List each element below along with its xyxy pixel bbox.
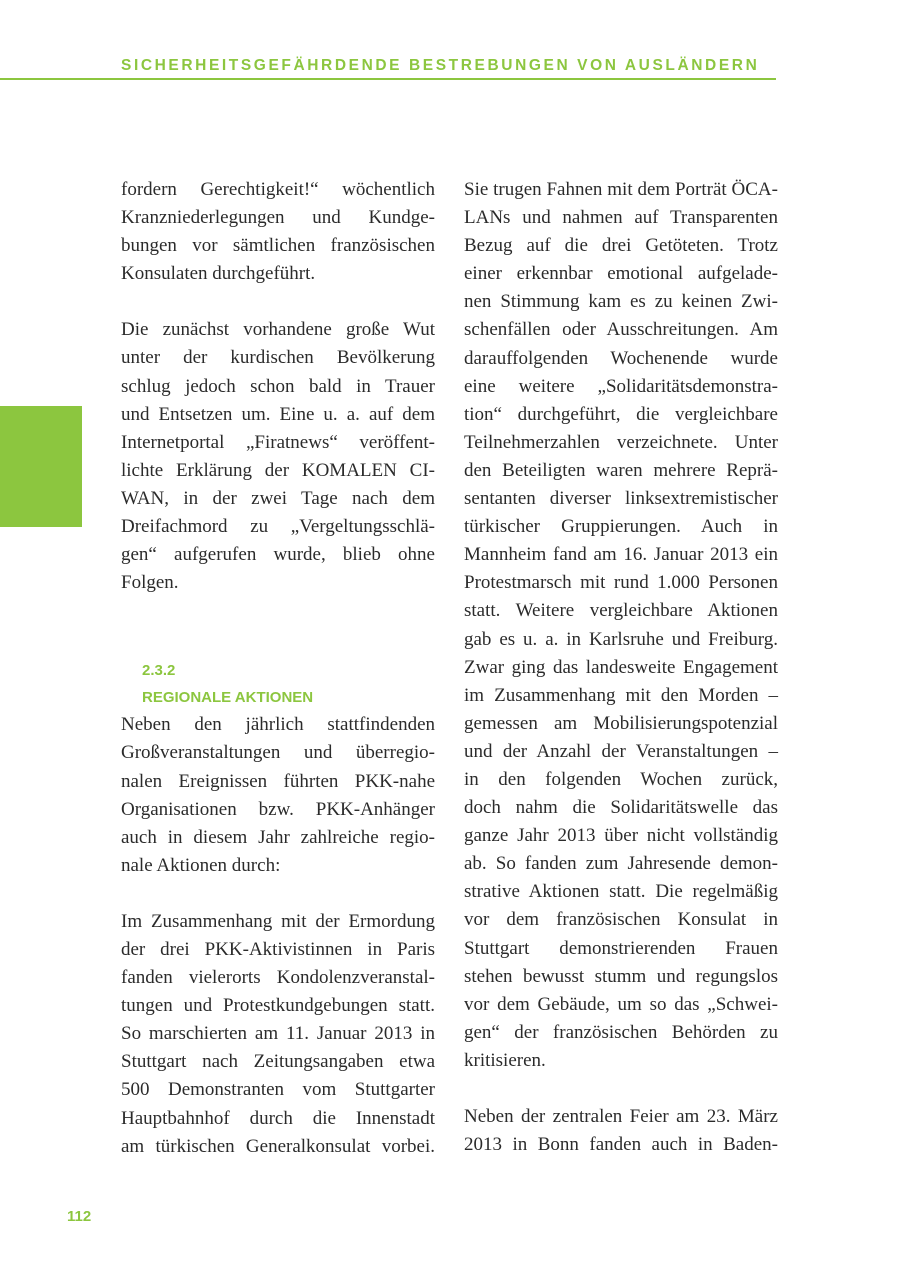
text-line: nalen Ereignissen führten PKK-nahe bbox=[121, 770, 435, 792]
right-column bbox=[464, 176, 778, 1159]
text-line: Im Zusammenhang mit der Ermordung bbox=[121, 910, 435, 932]
text-line: Die zunächst vorhandene große Wut bbox=[121, 319, 435, 341]
text-line: vor dem Gebäude, um so das „Schwei- bbox=[464, 993, 778, 1015]
header-rule bbox=[0, 78, 776, 80]
text-line: eine weitere „Solidaritätsdemonstra- bbox=[464, 375, 778, 397]
text-line: Neben der zentralen Feier am 23. März bbox=[464, 1106, 778, 1127]
text-line: in den folgenden Wochen zurück, bbox=[464, 768, 778, 790]
text-line: und der Anzahl der Veranstaltungen – bbox=[464, 740, 778, 762]
text-line: ab. So fanden zum Jahresende demon- bbox=[464, 853, 778, 875]
text-line: Internetportal „Firatnews“ veröffent- bbox=[121, 431, 435, 453]
text-line: schlug jedoch schon bald in Trauer bbox=[121, 375, 435, 397]
text-line: stehen bewusst stumm und regungslos bbox=[464, 965, 778, 987]
text-line: nen Stimmung kam es zu keinen Zwi- bbox=[464, 291, 778, 313]
text-line: Protestmarsch mit rund 1.000 Personen bbox=[464, 572, 778, 594]
text-line: den Beteiligten waren mehrere Reprä- bbox=[464, 459, 778, 481]
text-line: lichte Erklärung der KOMALEN CI- bbox=[121, 459, 435, 481]
text-line: Konsulaten durchgeführt. bbox=[121, 263, 316, 285]
text-line: fordern Gerechtigkeit!“ wöchentlich bbox=[121, 179, 435, 200]
paragraph bbox=[121, 316, 435, 597]
text-line: auch in diesem Jahr zahlreiche regio- bbox=[121, 826, 435, 848]
text-line: So marschierten am 11. Januar 2013 in bbox=[121, 1023, 435, 1045]
text-line: Stuttgart nach Zeitungsangaben etwa bbox=[121, 1051, 435, 1073]
section-number: 2.3.2 bbox=[142, 662, 176, 680]
text-line: tion“ durchgeführt, die vergleichbare bbox=[464, 403, 778, 425]
text-line: unter der kurdischen Bevölkerung bbox=[121, 347, 435, 369]
text-line: 2013 in Bonn fanden auch in Baden- bbox=[464, 1134, 778, 1156]
text-line: gen“ der französischen Behörden zu bbox=[464, 1021, 778, 1043]
text-line: tungen und Protestkundgebungen statt. bbox=[121, 995, 435, 1017]
text-line: gen“ aufgerufen wurde, blieb ohne bbox=[121, 544, 435, 566]
text-line: doch nahm die Solidaritätswelle das bbox=[464, 797, 778, 819]
text-line: im Zusammenhang mit den Morden – bbox=[464, 684, 778, 706]
text-line: schenfällen oder Ausschreitungen. Am bbox=[464, 319, 778, 341]
text-line: Dreifachmord zu „Vergeltungsschlä- bbox=[121, 516, 435, 538]
text-line: statt. Weitere vergleichbare Aktionen bbox=[464, 600, 778, 622]
text-line: Großveranstaltungen und überregio- bbox=[121, 742, 435, 764]
text-line: und Entsetzen um. Eine u. a. auf dem bbox=[121, 403, 435, 425]
text-line: Mannheim fand am 16. Januar 2013 ein bbox=[464, 544, 778, 566]
section-heading: REGIONALE AKTIONEN bbox=[142, 689, 314, 707]
page-number: 112 bbox=[67, 1208, 92, 1225]
text-line: strative Aktionen statt. Die regelmäßig bbox=[464, 881, 778, 903]
text-line: Teilnehmerzahlen verzeichnete. Unter bbox=[464, 431, 778, 453]
text-line: einer erkennbar emotional aufgelade- bbox=[464, 263, 778, 285]
paragraph bbox=[121, 711, 435, 880]
text-line: fanden vielerorts Kondolenzveranstal- bbox=[121, 967, 435, 989]
text-line: vor dem französischen Konsulat in bbox=[464, 909, 778, 931]
text-line: der drei PKK-Aktivistinnen in Paris bbox=[121, 938, 435, 960]
text-line: Folgen. bbox=[121, 572, 179, 594]
text-line: Bezug auf die drei Getöteten. Trotz bbox=[464, 235, 778, 257]
text-line: LANs und nahmen auf Transparenten bbox=[464, 207, 778, 229]
text-line: Zwar ging das landesweite Engagement bbox=[464, 656, 778, 678]
text-line: 500 Demonstranten vom Stuttgarter bbox=[121, 1079, 435, 1101]
left-column bbox=[121, 176, 435, 1161]
text-line: am türkischen Generalkonsulat vorbei. bbox=[121, 1135, 435, 1157]
text-line: kritisieren. bbox=[464, 1049, 546, 1071]
chapter-side-tab bbox=[0, 406, 82, 527]
text-line: gab es u. a. in Karlsruhe und Freiburg. bbox=[464, 628, 778, 650]
text-line: WAN, in der zwei Tage nach dem bbox=[121, 487, 435, 509]
running-title: SICHERHEITSGEFÄHRDENDE BESTREBUNGEN VON AUSLÄNDERN bbox=[121, 57, 760, 74]
text-line: Organisationen bzw. PKK-Anhänger bbox=[121, 798, 435, 820]
text-line: bungen vor sämtlichen französischen bbox=[121, 235, 435, 257]
text-line: Kranzniederlegungen und Kundge- bbox=[121, 207, 435, 229]
text-line: Hauptbahnhof durch die Innenstadt bbox=[121, 1107, 435, 1129]
text-line: nale Aktionen durch: bbox=[121, 854, 281, 876]
paragraph bbox=[464, 176, 778, 1075]
text-line: Sie trugen Fahnen mit dem Porträt ÖCA- bbox=[464, 179, 778, 200]
text-line: sentanten diverser linksextremistischer bbox=[464, 488, 778, 510]
paragraph bbox=[121, 908, 435, 1161]
text-line: darauffolgenden Wochenende wurde bbox=[464, 347, 778, 369]
text-line: Neben den jährlich stattfindenden bbox=[121, 714, 435, 736]
text-line: türkischer Gruppierungen. Auch in bbox=[464, 516, 778, 538]
text-line: ganze Jahr 2013 über nicht vollständig bbox=[464, 825, 778, 847]
text-line: gemessen am Mobilisierungspotenzial bbox=[464, 712, 778, 734]
paragraph bbox=[464, 1103, 778, 1159]
text-line: Stuttgart demonstrierenden Frauen bbox=[464, 937, 778, 959]
paragraph bbox=[121, 176, 435, 288]
